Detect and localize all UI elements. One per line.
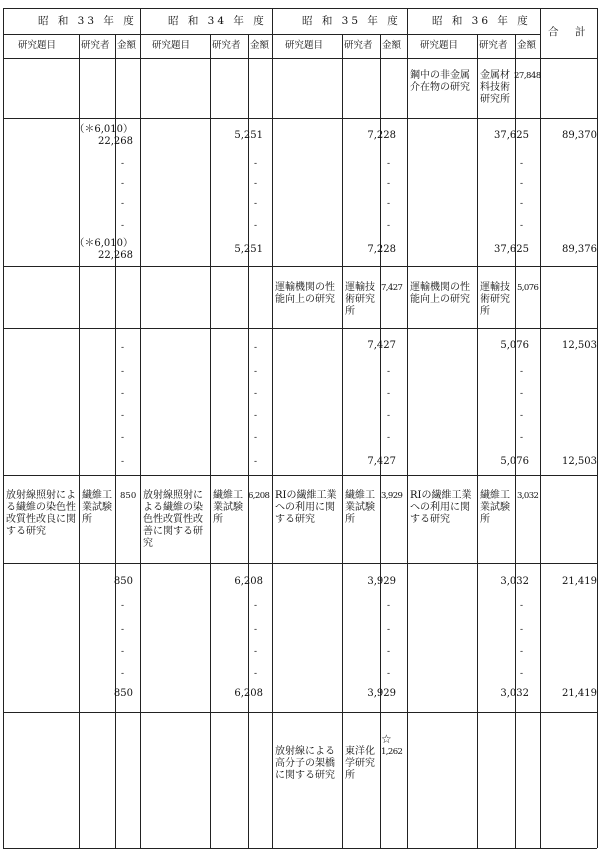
dash: -: [520, 367, 524, 377]
total-value: （＊6,010）: [74, 238, 133, 249]
grand-total: 89,370: [562, 130, 597, 141]
total-header: 合 計: [548, 26, 589, 38]
rule: [3, 328, 597, 329]
project-institute: 東洋化学研究所: [345, 746, 375, 781]
dash: -: [121, 343, 125, 353]
dash: -: [121, 389, 125, 399]
dash: -: [520, 389, 524, 399]
project-title: 放射線照射による繊維の染色性改質性改善に関する研究: [143, 490, 203, 549]
rule: [272, 8, 273, 848]
dash: -: [121, 221, 125, 231]
total-value: 7,427: [367, 340, 396, 351]
project-amount: 6,208: [248, 491, 270, 501]
subheader-title: 研究題目: [285, 40, 324, 51]
rule: [3, 563, 597, 564]
dash: -: [121, 457, 125, 467]
subheader-researcher: 研究者: [81, 40, 110, 51]
subheader-researcher: 研究者: [479, 40, 508, 51]
dash: -: [387, 625, 391, 635]
project-amount: 7,427: [381, 283, 403, 293]
dash: -: [254, 457, 258, 467]
rule: [79, 34, 80, 848]
project-amount: 1,262: [381, 747, 403, 757]
dash: -: [520, 159, 524, 169]
total-value: 850: [113, 576, 133, 587]
subheader-researcher: 研究者: [344, 40, 373, 51]
year-header-35: 昭 和 35 年 度: [302, 15, 401, 27]
rule: [140, 8, 141, 848]
subheader-amount: 金額: [517, 40, 537, 51]
total-value: 7,427: [367, 456, 396, 467]
dash: -: [254, 221, 258, 231]
project-institute: 運輸技術研究所: [345, 282, 375, 317]
dash: -: [520, 647, 524, 657]
project-title: 運輸機関の性能向上の研究: [275, 282, 335, 305]
dash: -: [387, 389, 391, 399]
dash: -: [254, 625, 258, 635]
dash: -: [254, 179, 258, 189]
rule: [3, 266, 597, 267]
rule: [407, 8, 408, 848]
dash: -: [520, 179, 524, 189]
rule: [3, 848, 597, 849]
dash: -: [121, 601, 125, 611]
rule: [380, 34, 381, 848]
dash: -: [387, 647, 391, 657]
grand-total: 21,419: [562, 576, 597, 587]
dash: -: [121, 669, 125, 679]
project-title: RIの繊維工業への利用に関する研究: [410, 490, 472, 525]
dash: -: [387, 367, 391, 377]
project-title: RIの繊維工業への利用に関する研究: [275, 490, 337, 525]
dash: -: [520, 625, 524, 635]
rule: [3, 118, 597, 119]
rule: [477, 34, 478, 848]
project-amount: 5,076: [517, 283, 539, 293]
total-value: （＊6,010）: [74, 124, 133, 135]
project-amount: 3,032: [517, 491, 539, 501]
year-header-34: 昭 和 34 年 度: [168, 15, 267, 27]
dash: -: [387, 159, 391, 169]
total-value: 37,625: [494, 244, 529, 255]
project-amount: 3,929: [381, 491, 403, 501]
project-institute: 繊維工業試験所: [82, 490, 112, 525]
dash: -: [520, 199, 524, 209]
total-value: 3,032: [500, 576, 529, 587]
dash: -: [121, 159, 125, 169]
dash: -: [520, 669, 524, 679]
total-value: 7,228: [367, 130, 396, 141]
dash: -: [387, 199, 391, 209]
rule: [342, 34, 343, 848]
rule: [248, 34, 249, 848]
dash: -: [254, 159, 258, 169]
subheader-title: 研究題目: [420, 40, 459, 51]
dash: -: [254, 389, 258, 399]
total-value: 6,208: [234, 576, 263, 587]
dash: -: [387, 669, 391, 679]
dash: -: [387, 411, 391, 421]
project-amount: 850: [120, 491, 137, 501]
total-value: 37,625: [494, 130, 529, 141]
project-institute: 運輸技術研究所: [480, 282, 510, 317]
total-value: 3,032: [500, 688, 529, 699]
project-title: 運輸機関の性能向上の研究: [410, 282, 470, 305]
project-institute: 繊維工業試験所: [213, 490, 243, 525]
dash: -: [121, 367, 125, 377]
rule: [3, 712, 597, 713]
dash: -: [254, 669, 258, 679]
rule: [597, 8, 598, 848]
rule: [3, 8, 597, 9]
dash: -: [520, 601, 524, 611]
grand-total: 12,503: [562, 456, 597, 467]
dash: -: [520, 433, 524, 443]
dash: -: [254, 647, 258, 657]
star-mark: ☆: [381, 732, 392, 746]
rule: [540, 8, 541, 848]
dash: -: [121, 625, 125, 635]
dash: -: [121, 199, 125, 209]
project-title: 放射線による高分子の架橋に関する研究: [275, 746, 335, 781]
total-value: 6,208: [234, 688, 263, 699]
dash: -: [387, 601, 391, 611]
total-value: 850: [113, 688, 133, 699]
project-institute: 繊維工業試験所: [345, 490, 375, 525]
dash: -: [121, 179, 125, 189]
dash: -: [121, 411, 125, 421]
project-institute: 金属材料技術研究所: [480, 70, 510, 105]
dash: -: [387, 433, 391, 443]
subheader-title: 研究題目: [18, 40, 57, 51]
dash: -: [254, 433, 258, 443]
grand-total: 12,503: [562, 340, 597, 351]
rule: [3, 475, 597, 476]
total-value: 3,929: [367, 576, 396, 587]
dash: -: [387, 179, 391, 189]
total-value: 5,251: [234, 130, 263, 141]
total-value: 3,929: [367, 688, 396, 699]
dash: -: [254, 601, 258, 611]
rule: [3, 8, 4, 848]
dash: -: [121, 647, 125, 657]
total-value: 22,268: [98, 250, 133, 261]
subheader-researcher: 研究者: [212, 40, 241, 51]
dash: -: [520, 411, 524, 421]
total-value: 5,251: [234, 244, 263, 255]
project-institute: 繊維工業試験所: [480, 490, 510, 525]
rule: [3, 58, 597, 59]
dash: -: [387, 221, 391, 231]
year-header-36: 昭 和 36 年 度: [432, 15, 531, 27]
subheader-amount: 金額: [117, 40, 137, 51]
project-title: 鋼中の非金属介在物の研究: [410, 70, 470, 93]
total-value: 7,228: [367, 244, 396, 255]
rule: [515, 34, 516, 848]
project-amount: 27,848: [514, 71, 541, 81]
rule: [210, 34, 211, 848]
dash: -: [121, 433, 125, 443]
dash: -: [254, 343, 258, 353]
year-header-33: 昭 和 33 年 度: [38, 15, 137, 27]
dash: -: [254, 199, 258, 209]
subheader-amount: 金額: [250, 40, 270, 51]
project-title: 放射線照射による繊維の染色性改質性改良に関する研究: [6, 490, 76, 537]
total-value: 22,268: [98, 136, 133, 147]
total-value: 5,076: [500, 340, 529, 351]
dash: -: [254, 367, 258, 377]
rule: [115, 34, 116, 848]
dash: -: [520, 221, 524, 231]
grand-total: 89,376: [562, 244, 597, 255]
total-value: 5,076: [500, 456, 529, 467]
dash: -: [254, 411, 258, 421]
grand-total: 21,419: [562, 688, 597, 699]
subheader-title: 研究題目: [152, 40, 191, 51]
subheader-amount: 金額: [382, 40, 402, 51]
